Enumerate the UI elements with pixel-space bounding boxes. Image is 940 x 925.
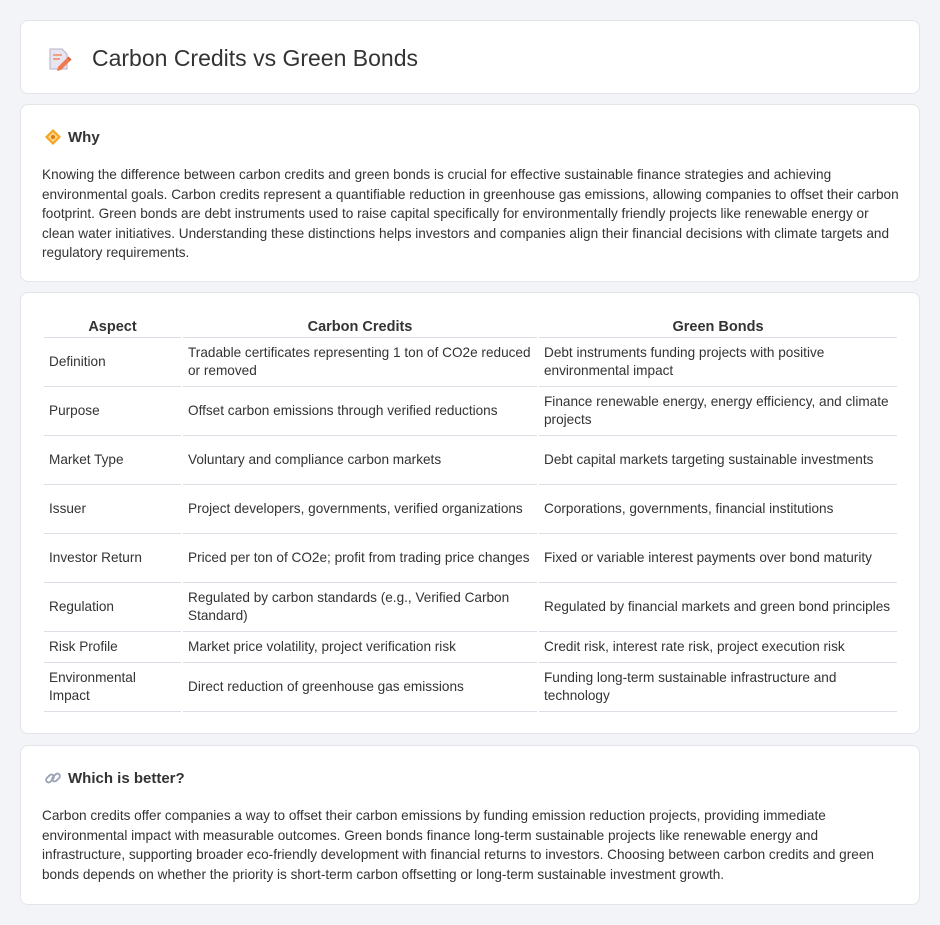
aspect-cell: Environmental Impact bbox=[44, 663, 181, 712]
carbon-credits-cell: Direct reduction of greenhouse gas emissions bbox=[183, 663, 537, 712]
aspect-cell: Market Type bbox=[44, 436, 181, 485]
diamond-warning-icon bbox=[44, 128, 62, 146]
aspect-cell: Risk Profile bbox=[44, 632, 181, 663]
header-aspect: Aspect bbox=[44, 315, 181, 338]
better-text: Carbon credits offer companies a way to offset their carbon emissions by funding emission reduction projects, providing immediate environmental impact with measurable outcomes. Green bonds finance long-term sustainable projects like renewable energy and infrastructure, supporting broader eco-friendly development with financial returns to investors. Choosing between carbon credits and green bonds depends on whether the priority is short-term carbon offsetting or long-term sustainable investment growth. bbox=[42, 808, 874, 882]
green-bonds-cell: Finance renewable energy, energy efficiency, and climate projects bbox=[539, 387, 897, 436]
green-bonds-cell: Debt capital markets targeting sustainable investments bbox=[539, 436, 897, 485]
header-carbon-credits: Carbon Credits bbox=[183, 315, 537, 338]
green-bonds-cell: Debt instruments funding projects with positive environmental impact bbox=[539, 338, 897, 387]
document-edit-icon bbox=[46, 46, 72, 72]
better-heading: Which is better? bbox=[68, 769, 185, 787]
table-row bbox=[44, 632, 897, 663]
title-card bbox=[20, 20, 920, 94]
green-bonds-cell: Funding long-term sustainable infrastructure and technology bbox=[539, 663, 897, 712]
carbon-credits-cell: Priced per ton of CO2e; profit from trading price changes bbox=[183, 534, 537, 583]
aspect-cell: Definition bbox=[44, 338, 181, 387]
aspect-cell: Issuer bbox=[44, 485, 181, 534]
carbon-credits-cell: Offset carbon emissions through verified reductions bbox=[183, 387, 537, 436]
aspect-cell: Investor Return bbox=[44, 534, 181, 583]
comparison-table bbox=[42, 315, 899, 712]
better-heading-row bbox=[44, 769, 185, 787]
green-bonds-cell: Fixed or variable interest payments over bond maturity bbox=[539, 534, 897, 583]
why-heading-row bbox=[44, 128, 100, 146]
green-bonds-cell: Regulated by financial markets and green bond principles bbox=[539, 583, 897, 632]
which-is-better-section bbox=[20, 745, 920, 905]
why-text: Knowing the difference between carbon credits and green bonds is crucial for effective sustainable finance strategies and achieving environmental goals. Carbon credits represent a quantifiable reduction in greenhouse gas emissions, allowing companies to offset their carbon footprint. Green bonds are debt instruments used to raise capital specifically for environmentally friendly projects like renewable energy or clean water initiatives. Understanding these distinctions helps investors and companies align their financial decisions with climate targets and regulatory requirements. bbox=[42, 167, 899, 260]
table-row bbox=[44, 436, 897, 485]
green-bonds-cell: Credit risk, interest rate risk, project execution risk bbox=[539, 632, 897, 663]
aspect-cell: Regulation bbox=[44, 583, 181, 632]
carbon-credits-cell: Voluntary and compliance carbon markets bbox=[183, 436, 537, 485]
comparison-section bbox=[20, 292, 920, 734]
carbon-credits-cell: Tradable certificates representing 1 ton of CO2e reduced or removed bbox=[183, 338, 537, 387]
table-row bbox=[44, 663, 897, 712]
green-bonds-cell: Corporations, governments, financial institutions bbox=[539, 485, 897, 534]
table-row bbox=[44, 583, 897, 632]
header-green-bonds: Green Bonds bbox=[539, 315, 897, 338]
carbon-credits-cell: Project developers, governments, verified organizations bbox=[183, 485, 537, 534]
table-row bbox=[44, 534, 897, 583]
carbon-credits-cell: Regulated by carbon standards (e.g., Verified Carbon Standard) bbox=[183, 583, 537, 632]
page-title: Carbon Credits vs Green Bonds bbox=[92, 45, 418, 71]
link-icon bbox=[44, 769, 62, 787]
carbon-credits-cell: Market price volatility, project verification risk bbox=[183, 632, 537, 663]
table-header-row bbox=[44, 315, 897, 338]
title-bar bbox=[46, 45, 418, 72]
table-row bbox=[44, 485, 897, 534]
why-section bbox=[20, 104, 920, 282]
table-row bbox=[44, 387, 897, 436]
table-row bbox=[44, 338, 897, 387]
aspect-cell: Purpose bbox=[44, 387, 181, 436]
why-heading: Why bbox=[68, 128, 100, 146]
